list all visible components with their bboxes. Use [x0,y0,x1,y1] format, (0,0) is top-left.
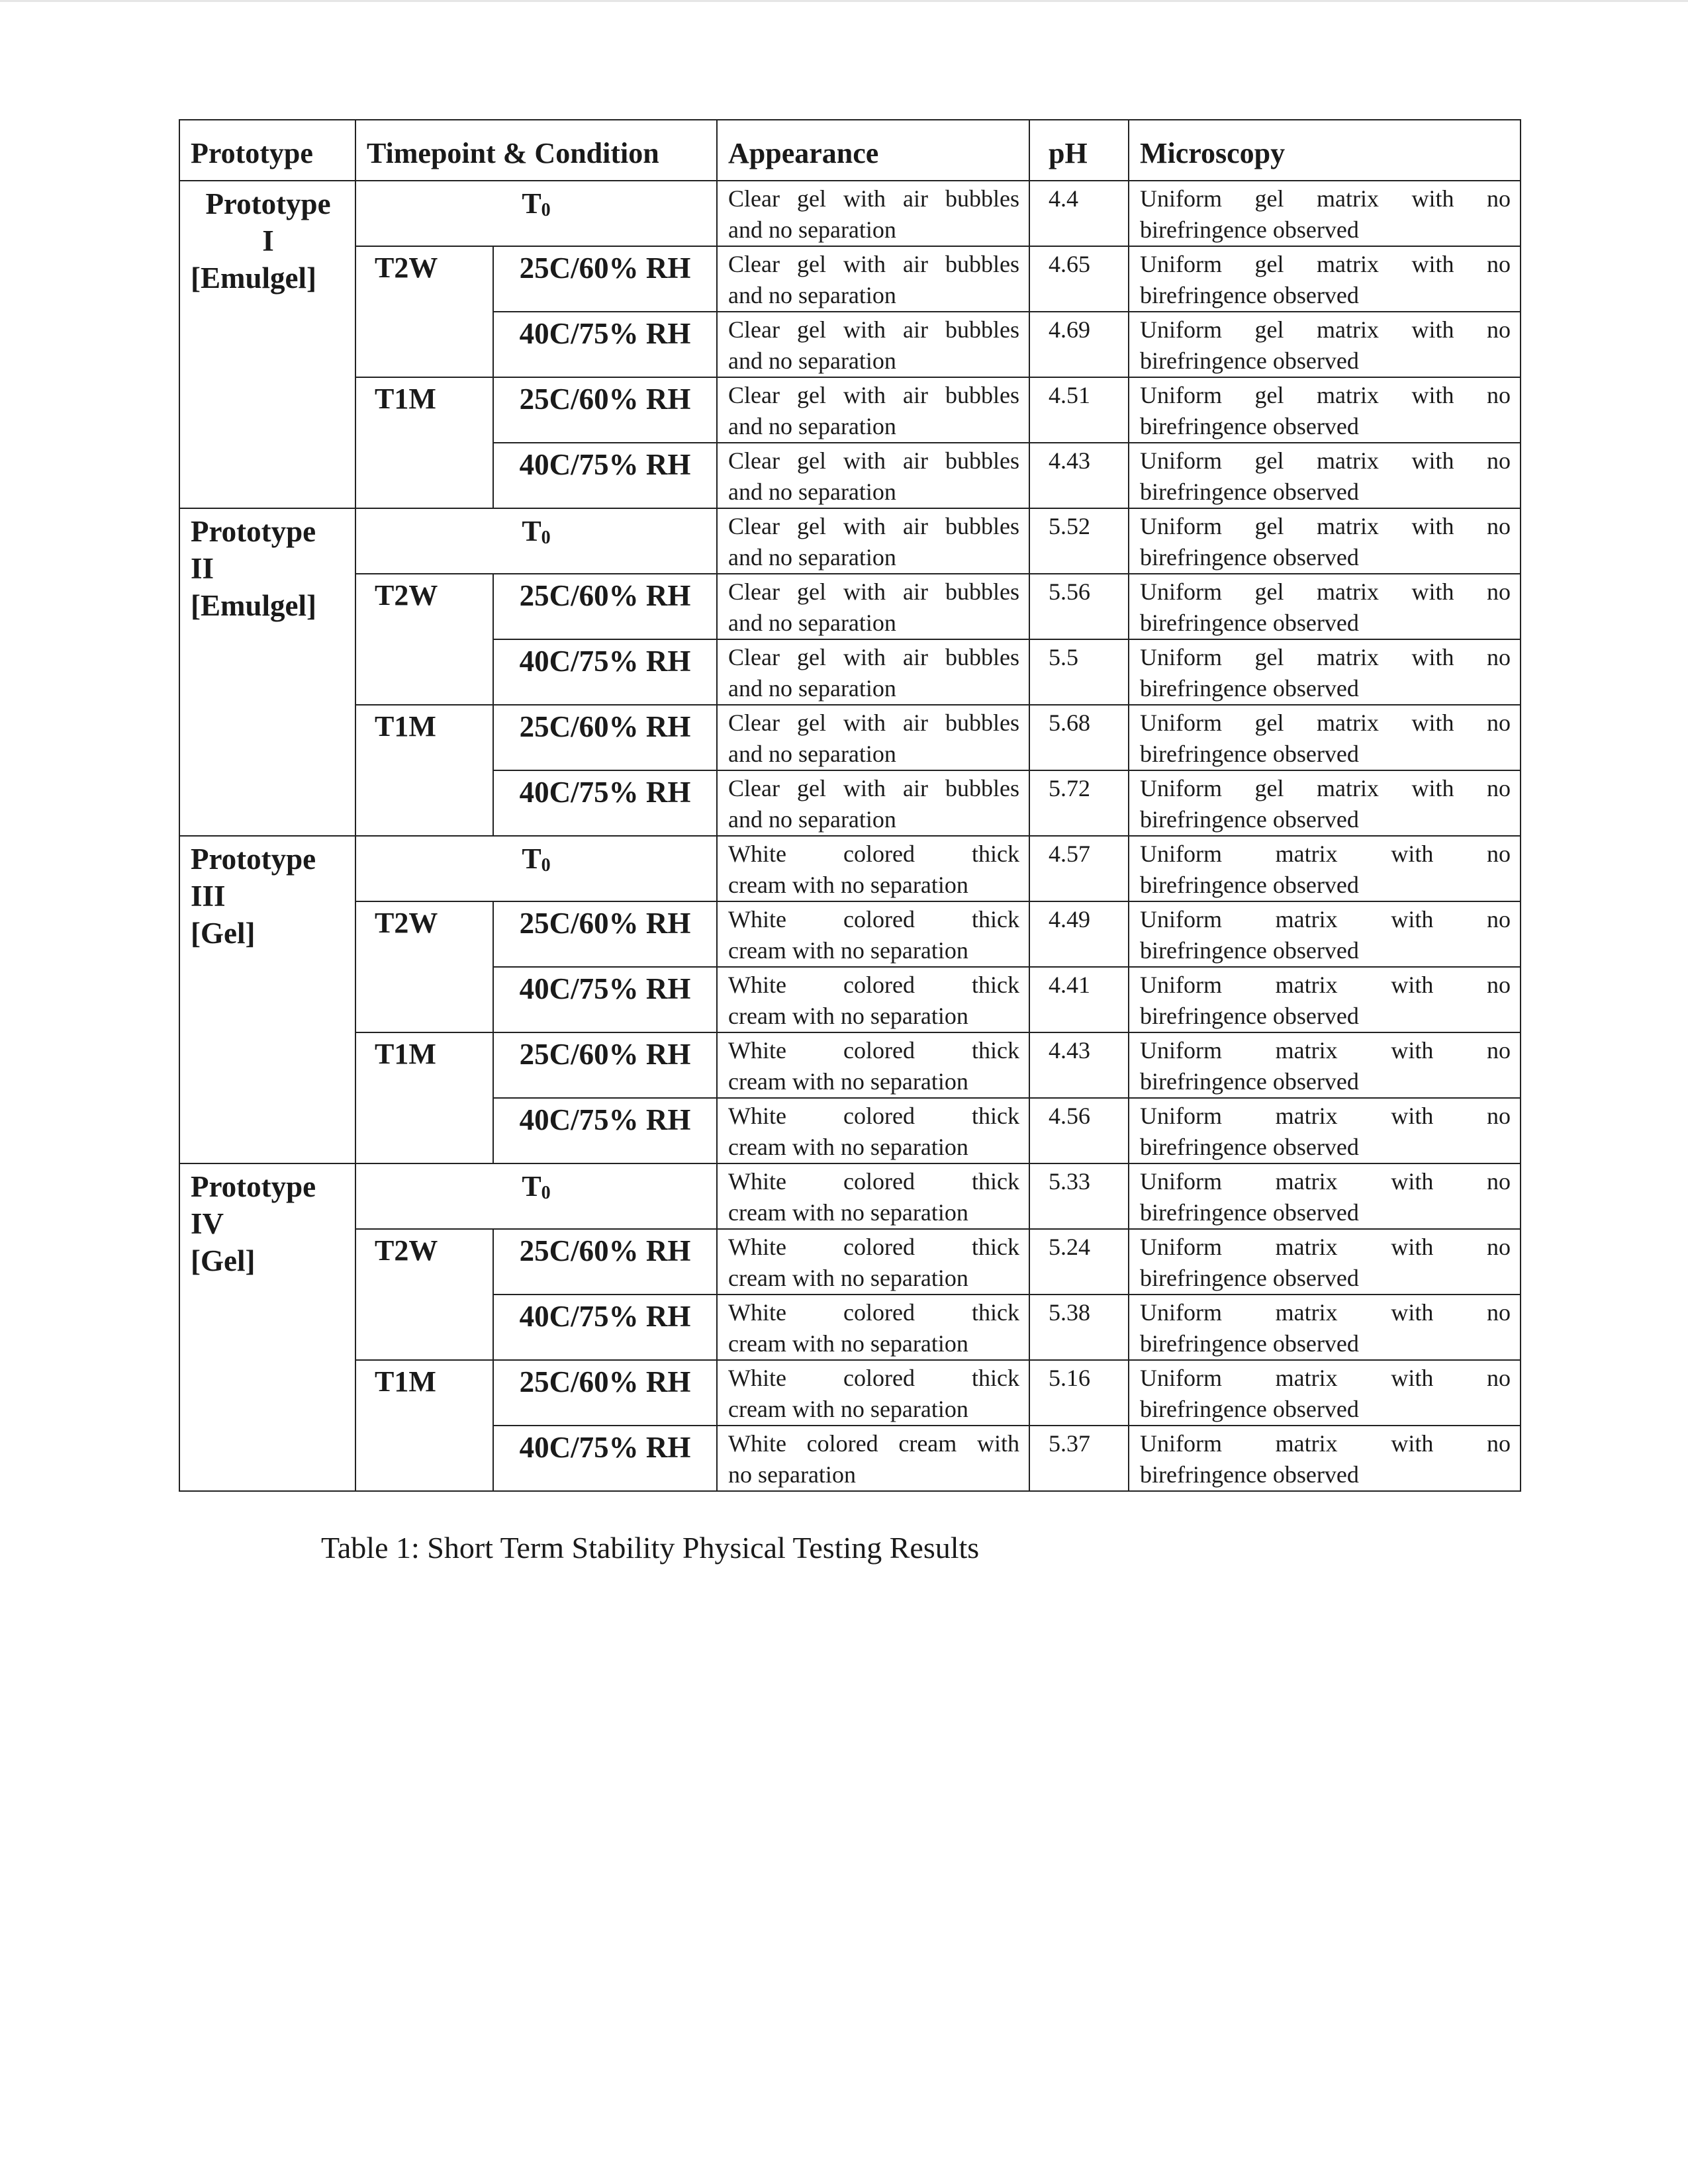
microscopy-line-2: birefringence observed [1140,1134,1359,1160]
microscopy-cell [1129,1360,1521,1426]
appearance-cell [717,377,1029,443]
appearance-line-2: cream with no separation [728,1396,968,1422]
header-prototype: Prototype [179,120,355,181]
microscopy-cell [1129,1295,1521,1360]
timepoint-initial-cell [355,508,717,574]
appearance-line-2: cream with no separation [728,1134,968,1160]
microscopy-line-2: birefringence observed [1140,872,1359,898]
appearance-cell [717,1163,1029,1229]
table-row [179,181,1521,246]
appearance-line-2: cream with no separation [728,1068,968,1095]
microscopy-line-1: Uniform matrix with no [1140,1037,1511,1064]
timepoint-initial-cell [355,836,717,901]
timepoint-cell: T2W [355,574,493,705]
appearance-line-1: Clear gel with air bubbles [728,251,1019,277]
appearance-line-2: cream with no separation [728,1003,968,1029]
microscopy-cell [1129,377,1521,443]
appearance-line-1: Clear gel with air bubbles [728,775,1019,801]
microscopy-line-1: Uniform gel matrix with no [1140,775,1511,801]
appearance-line-1: Clear gel with air bubbles [728,447,1019,474]
microscopy-line-1: Uniform matrix with no [1140,841,1511,867]
microscopy-cell [1129,181,1521,246]
microscopy-line-2: birefringence observed [1140,347,1359,374]
ph-value-cell: 4.65 [1029,246,1129,312]
appearance-line-2: cream with no separation [728,872,968,898]
timepoint-label: T [522,1170,541,1203]
condition-cell: 25C/60% RH [493,246,717,312]
microscopy-cell [1129,508,1521,574]
appearance-line-1: Clear gel with air bubbles [728,185,1019,212]
appearance-cell [717,1098,1029,1163]
microscopy-line-1: Uniform gel matrix with no [1140,644,1511,670]
appearance-line-2: cream with no separation [728,1199,968,1226]
microscopy-line-1: Uniform matrix with no [1140,1234,1511,1260]
microscopy-line-1: Uniform matrix with no [1140,1430,1511,1457]
appearance-line-1: Clear gel with air bubbles [728,513,1019,539]
prototype-name-line: Prototype [205,187,331,220]
prototype-name-line: [Emulgel] [191,589,316,622]
appearance-line-2: and no separation [728,675,896,702]
ph-value-cell: 5.37 [1029,1426,1129,1491]
microscopy-line-1: Uniform matrix with no [1140,1103,1511,1129]
microscopy-cell [1129,770,1521,836]
appearance-line-2: and no separation [728,478,896,505]
appearance-line-2: and no separation [728,216,896,243]
microscopy-line-2: birefringence observed [1140,478,1359,505]
timepoint-subscript: 0 [541,1183,551,1203]
appearance-line-1: Clear gel with air bubbles [728,644,1019,670]
timepoint-label: T [522,515,541,547]
appearance-line-2: and no separation [728,282,896,308]
appearance-line-1: White colored thick [728,906,1019,933]
appearance-cell [717,705,1029,770]
microscopy-line-1: Uniform gel matrix with no [1140,185,1511,212]
timepoint-initial-cell [355,181,717,246]
appearance-line-2: and no separation [728,610,896,636]
microscopy-line-2: birefringence observed [1140,1068,1359,1095]
scan-edge-line [0,0,1688,2]
prototype-name-line: Prototype [191,515,316,548]
prototype-name-line: IV [191,1207,224,1240]
microscopy-line-1: Uniform gel matrix with no [1140,447,1511,474]
microscopy-cell [1129,312,1521,377]
prototype-name-line: [Gel] [191,917,256,950]
appearance-cell [717,246,1029,312]
table-row [179,1032,1521,1098]
microscopy-line-1: Uniform matrix with no [1140,1168,1511,1195]
microscopy-line-2: birefringence observed [1140,1003,1359,1029]
timepoint-subscript: 0 [541,527,551,548]
appearance-cell [717,1229,1029,1295]
ph-value-cell: 4.49 [1029,901,1129,967]
stability-table-container [179,119,1520,1492]
prototype-name-line: II [191,552,214,585]
ph-value-cell: 5.38 [1029,1295,1129,1360]
appearance-line-1: Clear gel with air bubbles [728,709,1019,736]
microscopy-line-1: Uniform matrix with no [1140,972,1511,998]
microscopy-line-2: birefringence observed [1140,282,1359,308]
microscopy-cell [1129,1426,1521,1491]
table-row [179,377,1521,443]
prototype-name-line: Prototype [191,842,316,876]
microscopy-line-1: Uniform gel matrix with no [1140,513,1511,539]
microscopy-line-2: birefringence observed [1140,1265,1359,1291]
microscopy-line-1: Uniform matrix with no [1140,1299,1511,1326]
appearance-cell [717,1295,1029,1360]
condition-cell: 25C/60% RH [493,901,717,967]
microscopy-line-2: birefringence observed [1140,1461,1359,1488]
microscopy-cell [1129,574,1521,639]
appearance-cell [717,639,1029,705]
timepoint-cell: T1M [355,1032,493,1163]
condition-cell: 25C/60% RH [493,574,717,639]
ph-value-cell: 5.52 [1029,508,1129,574]
table-body [179,181,1521,1491]
timepoint-cell: T2W [355,1229,493,1360]
table-row [179,508,1521,574]
prototype-name-cell [179,836,355,1163]
ph-value-cell: 4.41 [1029,967,1129,1032]
appearance-line-1: White colored thick [728,1168,1019,1195]
appearance-cell [717,770,1029,836]
appearance-cell [717,443,1029,508]
condition-cell: 25C/60% RH [493,377,717,443]
timepoint-cell: T1M [355,1360,493,1491]
microscopy-cell [1129,967,1521,1032]
prototype-name-cell [179,508,355,836]
appearance-line-1: White colored thick [728,1037,1019,1064]
appearance-line-2: and no separation [728,544,896,570]
appearance-line-1: White colored cream with [728,1430,1019,1457]
table-row [179,574,1521,639]
appearance-line-1: Clear gel with air bubbles [728,316,1019,343]
timepoint-subscript: 0 [541,855,551,876]
ph-value-cell: 5.72 [1029,770,1129,836]
appearance-cell [717,312,1029,377]
ph-value-cell: 5.24 [1029,1229,1129,1295]
microscopy-line-2: birefringence observed [1140,216,1359,243]
appearance-cell [717,901,1029,967]
table-row [179,836,1521,901]
header-appearance: Appearance [717,120,1029,181]
appearance-line-2: and no separation [728,347,896,374]
appearance-line-1: White colored thick [728,841,1019,867]
microscopy-line-1: Uniform matrix with no [1140,906,1511,933]
microscopy-line-1: Uniform gel matrix with no [1140,382,1511,408]
microscopy-line-2: birefringence observed [1140,937,1359,964]
appearance-cell [717,836,1029,901]
table-row [179,246,1521,312]
appearance-line-2: and no separation [728,741,896,767]
ph-value-cell: 5.68 [1029,705,1129,770]
microscopy-cell [1129,639,1521,705]
ph-value-cell: 4.56 [1029,1098,1129,1163]
microscopy-line-1: Uniform matrix with no [1140,1365,1511,1391]
appearance-cell [717,1360,1029,1426]
table-row [179,1360,1521,1426]
timepoint-initial-cell [355,1163,717,1229]
ph-value-cell: 4.69 [1029,312,1129,377]
appearance-line-1: White colored thick [728,1365,1019,1391]
ph-value-cell: 4.57 [1029,836,1129,901]
condition-cell: 40C/75% RH [493,1295,717,1360]
condition-cell: 40C/75% RH [493,312,717,377]
microscopy-line-2: birefringence observed [1140,1396,1359,1422]
condition-cell: 25C/60% RH [493,1360,717,1426]
header-microscopy: Microscopy [1129,120,1521,181]
timepoint-cell: T2W [355,246,493,377]
microscopy-line-1: Uniform gel matrix with no [1140,709,1511,736]
timepoint-label: T [522,842,541,875]
table-caption: Table 1: Short Term Stability Physical Testing Results [321,1531,980,1565]
appearance-line-2: and no separation [728,806,896,833]
microscopy-cell [1129,836,1521,901]
microscopy-line-2: birefringence observed [1140,741,1359,767]
appearance-line-1: Clear gel with air bubbles [728,578,1019,605]
condition-cell: 40C/75% RH [493,1426,717,1491]
ph-value-cell: 4.4 [1029,181,1129,246]
appearance-line-1: White colored thick [728,1103,1019,1129]
condition-cell: 25C/60% RH [493,1229,717,1295]
header-ph: pH [1029,120,1129,181]
microscopy-line-1: Uniform gel matrix with no [1140,578,1511,605]
microscopy-cell [1129,246,1521,312]
microscopy-cell [1129,1163,1521,1229]
microscopy-line-2: birefringence observed [1140,806,1359,833]
appearance-line-2: cream with no separation [728,937,968,964]
appearance-line-1: White colored thick [728,972,1019,998]
table-row [179,1229,1521,1295]
stability-table [179,119,1521,1492]
microscopy-line-2: birefringence observed [1140,610,1359,636]
appearance-line-2: cream with no separation [728,1265,968,1291]
prototype-name-cell [179,1163,355,1491]
table-row [179,901,1521,967]
microscopy-line-2: birefringence observed [1140,1330,1359,1357]
appearance-line-1: White colored thick [728,1299,1019,1326]
appearance-line-2: cream with no separation [728,1330,968,1357]
condition-cell: 40C/75% RH [493,1098,717,1163]
microscopy-cell [1129,1032,1521,1098]
appearance-cell [717,181,1029,246]
ph-value-cell: 5.33 [1029,1163,1129,1229]
prototype-name-cell [179,181,355,508]
prototype-name-line: I [262,224,274,257]
timepoint-cell: T2W [355,901,493,1032]
condition-cell: 25C/60% RH [493,1032,717,1098]
microscopy-cell [1129,443,1521,508]
timepoint-subscript: 0 [541,200,551,220]
prototype-name-line: [Emulgel] [191,261,316,295]
condition-cell: 40C/75% RH [493,639,717,705]
prototype-name-line: III [191,880,226,913]
appearance-line-1: White colored thick [728,1234,1019,1260]
microscopy-cell [1129,901,1521,967]
prototype-name-line: [Gel] [191,1244,256,1277]
ph-value-cell: 5.16 [1029,1360,1129,1426]
microscopy-line-1: Uniform gel matrix with no [1140,251,1511,277]
condition-cell: 40C/75% RH [493,770,717,836]
timepoint-cell: T1M [355,705,493,836]
timepoint-label: T [522,187,541,220]
appearance-line-2: and no separation [728,413,896,439]
microscopy-line-1: Uniform gel matrix with no [1140,316,1511,343]
timepoint-cell: T1M [355,377,493,508]
microscopy-line-2: birefringence observed [1140,1199,1359,1226]
appearance-line-2: no separation [728,1461,856,1488]
appearance-cell [717,1426,1029,1491]
appearance-line-1: Clear gel with air bubbles [728,382,1019,408]
microscopy-line-2: birefringence observed [1140,675,1359,702]
prototype-name-line: Prototype [191,1170,316,1203]
ph-value-cell: 5.5 [1029,639,1129,705]
table-header-row [179,120,1521,181]
ph-value-cell: 4.51 [1029,377,1129,443]
appearance-cell [717,967,1029,1032]
table-row [179,1163,1521,1229]
ph-value-cell: 4.43 [1029,1032,1129,1098]
condition-cell: 40C/75% RH [493,443,717,508]
condition-cell: 25C/60% RH [493,705,717,770]
microscopy-line-2: birefringence observed [1140,413,1359,439]
condition-cell: 40C/75% RH [493,967,717,1032]
table-row [179,705,1521,770]
microscopy-line-2: birefringence observed [1140,544,1359,570]
header-timepoint-condition: Timepoint & Condition [355,120,717,181]
appearance-cell [717,574,1029,639]
ph-value-cell: 4.43 [1029,443,1129,508]
microscopy-cell [1129,1229,1521,1295]
microscopy-cell [1129,705,1521,770]
appearance-cell [717,508,1029,574]
appearance-cell [717,1032,1029,1098]
microscopy-cell [1129,1098,1521,1163]
ph-value-cell: 5.56 [1029,574,1129,639]
